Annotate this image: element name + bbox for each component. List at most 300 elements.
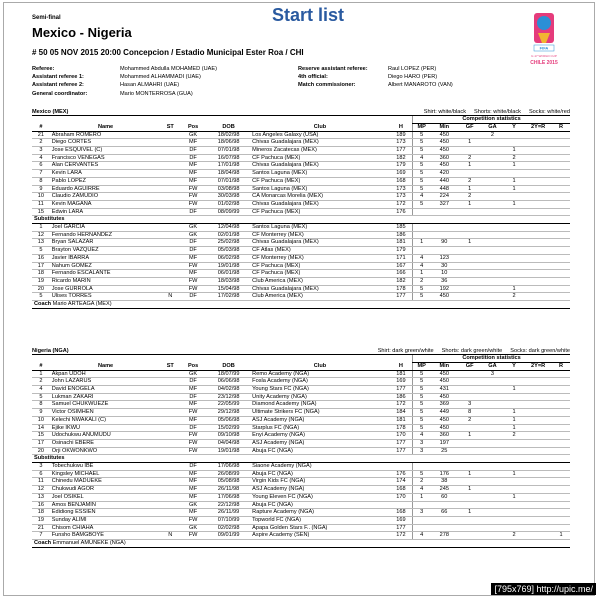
- player-row: [32, 486, 570, 494]
- player-club-cell: ASJ Academy (NGA): [250, 416, 390, 424]
- player-pos-cell: GK: [179, 231, 207, 239]
- player-min-cell: 90: [430, 239, 458, 247]
- column-header: Pos: [179, 362, 207, 370]
- player-dob-cell: 29/12/98: [207, 409, 250, 417]
- player-dob-cell: 02/01/98: [207, 231, 250, 239]
- player-dob-cell: 26/08/99: [207, 470, 250, 478]
- official-k1: Assistant referee 2:: [32, 82, 84, 89]
- official-k2: Match commissioner:: [298, 82, 356, 89]
- player-gf-cell: 2: [458, 416, 481, 424]
- player-y-cell: [504, 131, 524, 139]
- column-header: GF: [458, 362, 481, 370]
- player-ga-cell: [481, 386, 504, 394]
- player-pos-cell: MF: [179, 486, 207, 494]
- player-dob-cell: 22/12/98: [207, 501, 250, 509]
- player-min-cell: 36: [430, 277, 458, 285]
- player-dob-cell: 06/02/98: [207, 254, 250, 262]
- player-h-cell: 177: [390, 293, 413, 301]
- player-club-cell: Club America (MEX): [250, 293, 390, 301]
- player-row: [32, 416, 570, 424]
- player-mp-cell: 5: [413, 386, 431, 394]
- player-dob-cell: 12/04/98: [207, 224, 250, 232]
- player-pos-cell: GK: [179, 224, 207, 232]
- player--cell: 16: [32, 254, 50, 262]
- player-ga-cell: [481, 224, 504, 232]
- player-y-cell: 2: [504, 432, 524, 440]
- player-pos-cell: MF: [179, 254, 207, 262]
- column-header: ST: [161, 123, 179, 131]
- player-y-cell: [504, 277, 524, 285]
- player-2yr-cell: [524, 277, 552, 285]
- player-gf-cell: [458, 277, 481, 285]
- player-min-cell: 450: [430, 416, 458, 424]
- player-name-cell: Bryan SALAZAR: [50, 239, 162, 247]
- player-mp-cell: 4: [413, 486, 431, 494]
- player--cell: 20: [32, 285, 50, 293]
- column-header: MP: [413, 123, 431, 131]
- nigeria-kit-item: Socks: dark green/white: [510, 348, 570, 354]
- column-header: DOB: [207, 362, 250, 370]
- player-2yr-cell: [524, 193, 552, 201]
- player-row: [32, 424, 570, 432]
- player-min-cell: 450: [430, 147, 458, 155]
- player-gf-cell: 1: [458, 139, 481, 147]
- player-dob-cell: 25/02/98: [207, 239, 250, 247]
- player-row: [32, 154, 570, 162]
- player-r-cell: [552, 247, 570, 255]
- player-dob-cell: 03/08/98: [207, 185, 250, 193]
- player-gf-cell: 1: [458, 432, 481, 440]
- player-min-cell: 360: [430, 432, 458, 440]
- player-min-cell: 369: [430, 401, 458, 409]
- player-club-cell: Chivas Guadalajara (MEX): [250, 162, 390, 170]
- player-r-cell: [552, 493, 570, 501]
- player-st-cell: [161, 493, 179, 501]
- player-st-cell: [161, 185, 179, 193]
- player-club-cell: CF Monterrey (MEX): [250, 254, 390, 262]
- mexico-kit-item: Shorts: white/black: [474, 109, 521, 115]
- player-club-cell: Abuja FC (NGA): [250, 470, 390, 478]
- player-min-cell: 38: [430, 478, 458, 486]
- player-club-cell: CF Atlas (MEX): [250, 247, 390, 255]
- player-name-cell: Chinedu MADUEKE: [50, 478, 162, 486]
- player-name-cell: Abraham ROMERO: [50, 131, 162, 139]
- player-2yr-cell: [524, 401, 552, 409]
- player-row: [32, 239, 570, 247]
- player-name-cell: Kevin MAGANA: [50, 200, 162, 208]
- player-st-cell: [161, 200, 179, 208]
- player-mp-cell: 5: [413, 170, 431, 178]
- player-club-cell: CF Monterrey (MEX): [250, 231, 390, 239]
- nigeria-team-header: [32, 347, 570, 355]
- player-pos-cell: FW: [179, 185, 207, 193]
- player-gf-cell: 1: [458, 470, 481, 478]
- player-dob-cell: 17/06/98: [207, 493, 250, 501]
- player-gf-cell: [458, 170, 481, 178]
- player-club-cell: Topworld FC (NGA): [250, 516, 390, 524]
- player-ga-cell: [481, 378, 504, 386]
- player-ga-cell: [481, 177, 504, 185]
- player-gf-cell: 2: [458, 193, 481, 201]
- player-name-cell: Javier IBARRA: [50, 254, 162, 262]
- player-mp-cell: 2: [413, 478, 431, 486]
- player-y-cell: 1: [504, 200, 524, 208]
- player-y-cell: [504, 486, 524, 494]
- player-pos-cell: MF: [179, 478, 207, 486]
- player-h-cell: 173: [390, 185, 413, 193]
- player--cell: 15: [32, 208, 50, 216]
- player-y-cell: 1: [504, 409, 524, 417]
- player--cell: 1: [32, 224, 50, 232]
- player-y-cell: [504, 370, 524, 378]
- player-row: [32, 293, 570, 301]
- player-min-cell: 278: [430, 532, 458, 540]
- player-gf-cell: 1: [458, 509, 481, 517]
- player-h-cell: 169: [390, 170, 413, 178]
- player--cell: 16: [32, 501, 50, 509]
- player--cell: 20: [32, 447, 50, 455]
- player-y-cell: [504, 224, 524, 232]
- player-club-cell: Club America (MEX): [250, 277, 390, 285]
- player-pos-cell: FW: [179, 193, 207, 201]
- player-pos-cell: MF: [179, 401, 207, 409]
- official-v1: Hasan ALMAHRI (UAE): [120, 82, 180, 89]
- player-min-cell: 192: [430, 285, 458, 293]
- column-header: Min: [430, 362, 458, 370]
- mexico-coach-row: [32, 301, 570, 309]
- player-min-cell: 123: [430, 254, 458, 262]
- official-v2: Diego HARO (PER): [388, 74, 438, 81]
- player-club-cell: Abuja FC (NGA): [250, 501, 390, 509]
- player-club-cell: Virgin Kids FC (NGA): [250, 478, 390, 486]
- player-2yr-cell: [524, 247, 552, 255]
- player-pos-cell: DF: [179, 378, 207, 386]
- player-2yr-cell: [524, 386, 552, 394]
- player-h-cell: 172: [390, 200, 413, 208]
- player-row: [32, 532, 570, 540]
- player-row: [32, 277, 570, 285]
- player--cell: 13: [32, 493, 50, 501]
- player-name-cell: Edidiong ESSIEN: [50, 509, 162, 517]
- player--cell: 18: [32, 509, 50, 517]
- logo-line1: U-17 WORLD CUP: [531, 54, 557, 58]
- player-r-cell: [552, 478, 570, 486]
- player-name-cell: Kelechi NWAKALI (C): [50, 416, 162, 424]
- player-r-cell: [552, 162, 570, 170]
- player--cell: 12: [32, 231, 50, 239]
- player-h-cell: 177: [390, 524, 413, 532]
- player-ga-cell: [481, 463, 504, 471]
- player-2yr-cell: [524, 293, 552, 301]
- player-name-cell: Brayton VAZQUEZ: [50, 247, 162, 255]
- player-mp-cell: 5: [413, 285, 431, 293]
- official-k2: 4th official:: [298, 74, 328, 81]
- player-h-cell: 185: [390, 224, 413, 232]
- player-pos-cell: GK: [179, 370, 207, 378]
- player-dob-cell: 19/01/98: [207, 262, 250, 270]
- player--cell: 4: [32, 154, 50, 162]
- player-pos-cell: FW: [179, 285, 207, 293]
- player-r-cell: [552, 439, 570, 447]
- player-name-cell: Fernando ESCALANTE: [50, 270, 162, 278]
- player-min-cell: 360: [430, 154, 458, 162]
- player-gf-cell: [458, 439, 481, 447]
- player-r-cell: [552, 486, 570, 494]
- player-gf-cell: [458, 208, 481, 216]
- player-y-cell: [504, 231, 524, 239]
- player-club-cell: Young Eleven FC (NGA): [250, 493, 390, 501]
- official-v1: Mohammed ALHAMMADI (UAE): [120, 74, 201, 81]
- player--cell: 9: [32, 409, 50, 417]
- player-st-cell: [161, 409, 179, 417]
- nigeria-kit-item: Shorts: dark green/white: [441, 348, 503, 354]
- player-y-cell: 1: [504, 177, 524, 185]
- player-club-cell: CF Pachuca (MEX): [250, 177, 390, 185]
- player-y-cell: 1: [504, 185, 524, 193]
- player-name-cell: Tobechukwu IBE: [50, 463, 162, 471]
- player-row: [32, 470, 570, 478]
- player-ga-cell: [481, 524, 504, 532]
- player-r-cell: [552, 416, 570, 424]
- player-gf-cell: [458, 262, 481, 270]
- player-mp-cell: 5: [413, 409, 431, 417]
- player-st-cell: [161, 401, 179, 409]
- player--cell: 11: [32, 478, 50, 486]
- player-st-cell: [161, 447, 179, 455]
- player-st-cell: [161, 254, 179, 262]
- column-header: Y: [504, 362, 524, 370]
- player-2yr-cell: [524, 516, 552, 524]
- player-2yr-cell: [524, 409, 552, 417]
- official-v1: Mario MONTERROSA (GUA): [120, 90, 193, 97]
- player-y-cell: 1: [504, 285, 524, 293]
- player--cell: 10: [32, 193, 50, 201]
- player--cell: 19: [32, 516, 50, 524]
- player-r-cell: [552, 277, 570, 285]
- player-mp-cell: 2: [413, 277, 431, 285]
- column-header: 2Y=R: [524, 123, 552, 131]
- column-header: GF: [458, 123, 481, 131]
- player-name-cell: Ulises TORRES: [50, 293, 162, 301]
- player-ga-cell: [481, 516, 504, 524]
- player-row: [32, 463, 570, 471]
- player-h-cell: [390, 501, 413, 509]
- player-min-cell: 431: [430, 386, 458, 394]
- player-h-cell: 171: [390, 254, 413, 262]
- player-st-cell: [161, 162, 179, 170]
- player-ga-cell: [481, 147, 504, 155]
- official-k2: [298, 90, 388, 98]
- player-pos-cell: MF: [179, 162, 207, 170]
- player-min-cell: 420: [430, 170, 458, 178]
- player-dob-cell: 18/02/98: [207, 131, 250, 139]
- player-min-cell: 450: [430, 378, 458, 386]
- player-club-cell: Abuja FC (NGA): [250, 447, 390, 455]
- player-2yr-cell: [524, 424, 552, 432]
- player-ga-cell: [481, 478, 504, 486]
- player-gf-cell: [458, 393, 481, 401]
- column-header: DOB: [207, 123, 250, 131]
- player-st-cell: [161, 154, 179, 162]
- player-mp-cell: 4: [413, 432, 431, 440]
- player-gf-cell: [458, 378, 481, 386]
- player-y-cell: 1: [504, 162, 524, 170]
- player-r-cell: [552, 370, 570, 378]
- player-mp-cell: 5: [413, 293, 431, 301]
- player-st-cell: [161, 416, 179, 424]
- column-header: Pos: [179, 123, 207, 131]
- player-dob-cell: 19/01/98: [207, 447, 250, 455]
- coach-cell: [32, 301, 570, 309]
- player-mp-cell: 3: [413, 509, 431, 517]
- player-h-cell: 168: [390, 509, 413, 517]
- player-gf-cell: [458, 447, 481, 455]
- player-y-cell: 1: [504, 386, 524, 394]
- player-h-cell: 182: [390, 154, 413, 162]
- player-name-cell: Pablo LOPEZ: [50, 177, 162, 185]
- player-h-cell: 176: [390, 470, 413, 478]
- player-r-cell: [552, 270, 570, 278]
- nigeria-coach-name: Emmanuel AMUNEKE (NGA): [52, 540, 126, 547]
- player-row: [32, 378, 570, 386]
- player-2yr-cell: [524, 208, 552, 216]
- player-st-cell: [161, 524, 179, 532]
- player-2yr-cell: [524, 478, 552, 486]
- player-st-cell: [161, 509, 179, 517]
- match-info-line: # 50 05 NOV 2015 20:00 Concepcion / Estadio Municipal Ester Roa / CHI: [32, 48, 304, 57]
- player-st-cell: [161, 262, 179, 270]
- player-row: [32, 147, 570, 155]
- logo-top-text: FIFA: [539, 45, 549, 51]
- player-st-cell: [161, 501, 179, 509]
- player-pos-cell: DF: [179, 208, 207, 216]
- player-pos-cell: DF: [179, 147, 207, 155]
- player-mp-cell: [413, 516, 431, 524]
- player-h-cell: 176: [390, 208, 413, 216]
- player-row: [32, 208, 570, 216]
- mexico-kit: [424, 109, 570, 115]
- start-list-sheet: [3, 2, 595, 596]
- player-y-cell: [504, 193, 524, 201]
- player-mp-cell: 5: [413, 147, 431, 155]
- player-r-cell: [552, 432, 570, 440]
- player-min-cell: 224: [430, 193, 458, 201]
- player-row: [32, 247, 570, 255]
- player-name-cell: Victor OSIMHEN: [50, 409, 162, 417]
- player-h-cell: 186: [390, 231, 413, 239]
- player-st-cell: [161, 208, 179, 216]
- player-h-cell: 182: [390, 277, 413, 285]
- nigeria-team-name: Nigeria (NGA): [32, 348, 69, 354]
- nigeria-kit-item: Shirt: dark green/white: [377, 348, 434, 354]
- player-gf-cell: [458, 463, 481, 471]
- player-pos-cell: FW: [179, 200, 207, 208]
- player--cell: 15: [32, 432, 50, 440]
- player-club-cell: Chivas Guadalajara (MEX): [250, 239, 390, 247]
- player-ga-cell: [481, 486, 504, 494]
- player-r-cell: [552, 200, 570, 208]
- official-v2: [388, 90, 552, 98]
- player-ga-cell: [481, 162, 504, 170]
- player-y-cell: [504, 524, 524, 532]
- player--cell: 17: [32, 439, 50, 447]
- player-mp-cell: 5: [413, 162, 431, 170]
- player-h-cell: 177: [390, 447, 413, 455]
- player-min-cell: 450: [430, 424, 458, 432]
- player-r-cell: [552, 239, 570, 247]
- player-name-cell: Ricardo MARIN: [50, 277, 162, 285]
- player-pos-cell: FW: [179, 532, 207, 540]
- player-r-cell: [552, 516, 570, 524]
- player-club-cell: Fosla Academy (NGA): [250, 378, 390, 386]
- column-header: H: [390, 123, 413, 131]
- player--cell: 21: [32, 131, 50, 139]
- player--cell: 17: [32, 262, 50, 270]
- player-ga-cell: [481, 139, 504, 147]
- player-r-cell: [552, 524, 570, 532]
- player-y-cell: [504, 516, 524, 524]
- player-2yr-cell: [524, 231, 552, 239]
- player-pos-cell: GK: [179, 501, 207, 509]
- player-mp-cell: 5: [413, 378, 431, 386]
- player-y-cell: [504, 247, 524, 255]
- column-header: 2Y=R: [524, 362, 552, 370]
- player-2yr-cell: [524, 486, 552, 494]
- player-ga-cell: [481, 509, 504, 517]
- player-row: [32, 162, 570, 170]
- player-mp-cell: [413, 247, 431, 255]
- player-st-cell: [161, 131, 179, 139]
- player-2yr-cell: [524, 162, 552, 170]
- player-ga-cell: [481, 501, 504, 509]
- player-h-cell: 170: [390, 432, 413, 440]
- player-min-cell: 450: [430, 162, 458, 170]
- player--cell: 19: [32, 277, 50, 285]
- player-h-cell: 167: [390, 262, 413, 270]
- player-2yr-cell: [524, 170, 552, 178]
- player-r-cell: [552, 293, 570, 301]
- player-r-cell: [552, 231, 570, 239]
- player-dob-cell: 05/03/98: [207, 247, 250, 255]
- player--cell: 2: [32, 139, 50, 147]
- official-k1: General coordinator:: [32, 90, 88, 97]
- player-2yr-cell: [524, 493, 552, 501]
- player-row: [32, 501, 570, 509]
- player--cell: 8: [32, 177, 50, 185]
- player-club-cell: Starplus FC (NGA): [250, 424, 390, 432]
- player-2yr-cell: [524, 447, 552, 455]
- player-y-cell: [504, 501, 524, 509]
- substitutes-label: Substitutes: [32, 455, 570, 463]
- player-2yr-cell: [524, 185, 552, 193]
- substitutes-row: [32, 216, 570, 224]
- player-ga-cell: [481, 254, 504, 262]
- player-dob-cell: 16/07/98: [207, 154, 250, 162]
- player-st-cell: [161, 139, 179, 147]
- player-st-cell: [161, 270, 179, 278]
- player-club-cell: Remo Academy (NGA): [250, 370, 390, 378]
- player-gf-cell: [458, 231, 481, 239]
- mexico-coach-name: Mario ARTEAGA (MEX): [52, 301, 112, 308]
- player-2yr-cell: [524, 254, 552, 262]
- player-ga-cell: [481, 200, 504, 208]
- player-name-cell: Lukman ZAKARI: [50, 393, 162, 401]
- player-pos-cell: MF: [179, 177, 207, 185]
- player-row: [32, 478, 570, 486]
- player-name-cell: Sunday ALIMI: [50, 516, 162, 524]
- player-r-cell: [552, 501, 570, 509]
- player--cell: 8: [32, 401, 50, 409]
